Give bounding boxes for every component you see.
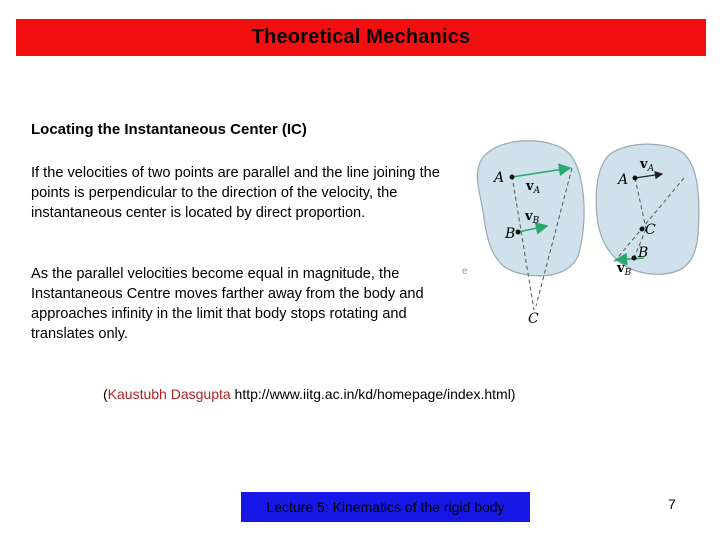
right-body-diagram bbox=[596, 144, 699, 278]
left-label-b: B bbox=[505, 226, 516, 242]
paragraph-2: As the parallel velocities become equal in magnitude, the Instantaneous Centre moves farther away from the body and approaches infinity in the limit that body stops rotating and translates only. bbox=[31, 266, 424, 342]
left-point-a bbox=[510, 175, 515, 180]
page-number: 7 bbox=[668, 496, 676, 512]
footer-box bbox=[241, 492, 530, 522]
left-label-va: $v_A$ bbox=[526, 179, 541, 196]
left-label-a: A bbox=[494, 170, 505, 186]
right-label-b: B bbox=[638, 245, 649, 261]
left-label-c: C bbox=[528, 311, 539, 327]
title-bar bbox=[16, 19, 706, 56]
citation-author: Kaustubh Dasgupta bbox=[107, 386, 231, 402]
citation-url: http://www.iitg.ac.in/kd/homepage/index.html) bbox=[230, 386, 516, 402]
slide-title: Theoretical Mechanics bbox=[251, 26, 471, 48]
right-point-c bbox=[640, 227, 645, 232]
citation-open: ( bbox=[103, 386, 108, 402]
left-body-diagram bbox=[462, 141, 584, 327]
section-heading: Locating the Instantaneous Center (IC) bbox=[31, 121, 307, 138]
right-label-va: $v_A$ bbox=[640, 157, 655, 174]
right-label-c: C bbox=[645, 222, 656, 238]
left-point-b bbox=[516, 230, 521, 235]
lecture-title: Lecture 5: Kinematics of the rigid body bbox=[266, 499, 505, 515]
ic-diagram bbox=[462, 134, 712, 330]
right-label-a: A bbox=[618, 172, 629, 188]
left-stray-mark: e bbox=[462, 266, 468, 277]
citation bbox=[103, 386, 515, 402]
left-label-vb: $v_B$ bbox=[525, 209, 540, 226]
paragraph-1: If the velocities of two points are parallel and the line joining the points is perpendicular to the direction of the velocity, the instantaneous center is located by direct proportion. bbox=[31, 165, 440, 221]
right-point-b bbox=[632, 256, 637, 261]
right-point-a bbox=[633, 176, 638, 181]
right-label-vb: $v_B$ bbox=[617, 261, 632, 278]
